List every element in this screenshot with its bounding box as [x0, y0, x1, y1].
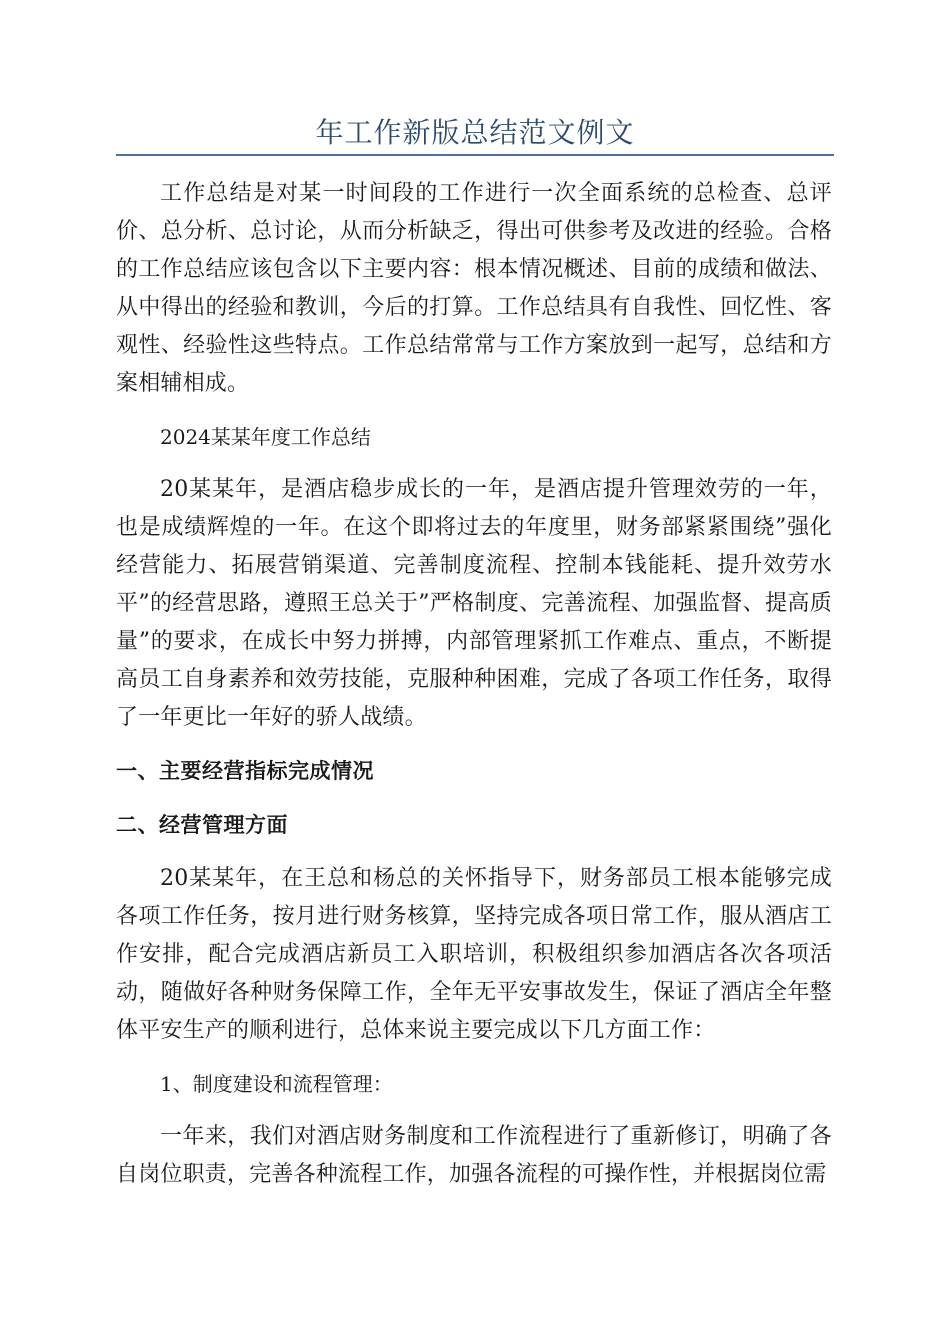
document-body: [116, 175, 832, 1209]
title-underline: [116, 154, 834, 156]
intro-paragraph: 工作总结是对某一时间段的工作进行一次全面系统的总检查、总评价、总分析、总讨论，从而分析缺乏，得出可供参考及改进的经验。合格的工作总结应该包含以下主要内容：根本情况概述、目前的成绩和做法、从中得出的经验和教训，今后的打算。工作总结具有自我性、回忆性、客观性、经验性这些特点。工作总结常常与工作方案放到一起写，总结和方案相辅相成。: [116, 181, 832, 396]
management-paragraph: 20某某年，在王总和杨总的关怀指导下，财务部员工根本能够完成各项工作任务，按月进行财务核算，坚持完成各项日常工作，服从酒店工作安排，配合完成酒店新员工入职培训，积极组织参加酒店各次各项活动，随做好各种财务保障工作，全年无平安事故发生，保证了酒店全年整体平安生产的顺利进行，总体来说主要完成以下几方面工作：: [116, 866, 832, 1043]
report-subtitle: 2024某某年度工作总结: [160, 425, 371, 449]
section-heading-indicators: 一、主要经营指标完成情况: [116, 759, 374, 783]
document-title: 年工作新版总结范文例文: [315, 116, 635, 149]
subsection-heading-system: 1、制度建设和流程管理：: [160, 1072, 393, 1096]
system-paragraph: 一年来，我们对酒店财务制度和工作流程进行了重新修订，明确了各自岗位职责，完善各种流程工作，加强各流程的可操作性，并根据岗位需: [116, 1124, 832, 1187]
summary-paragraph: 20某某年，是酒店稳步成长的一年，是酒店提升管理效劳的一年，也是成绩辉煌的一年。在这个即将过去的年度里，财务部紧紧围绕”强化经营能力、拓展营销渠道、完善制度流程、控制本钱能耗、提升效劳水平”的经营思路，遵照王总关于”严格制度、完善流程、加强监督、提高质量”的要求，在成长中努力拼搏，内部管理紧抓工作难点、重点，不断提高员工自身素养和效劳技能，克服种种困难，完成了各项工作任务，取得了一年更比一年好的骄人战绩。: [116, 477, 832, 730]
section-heading-management: 二、经营管理方面: [116, 813, 288, 837]
